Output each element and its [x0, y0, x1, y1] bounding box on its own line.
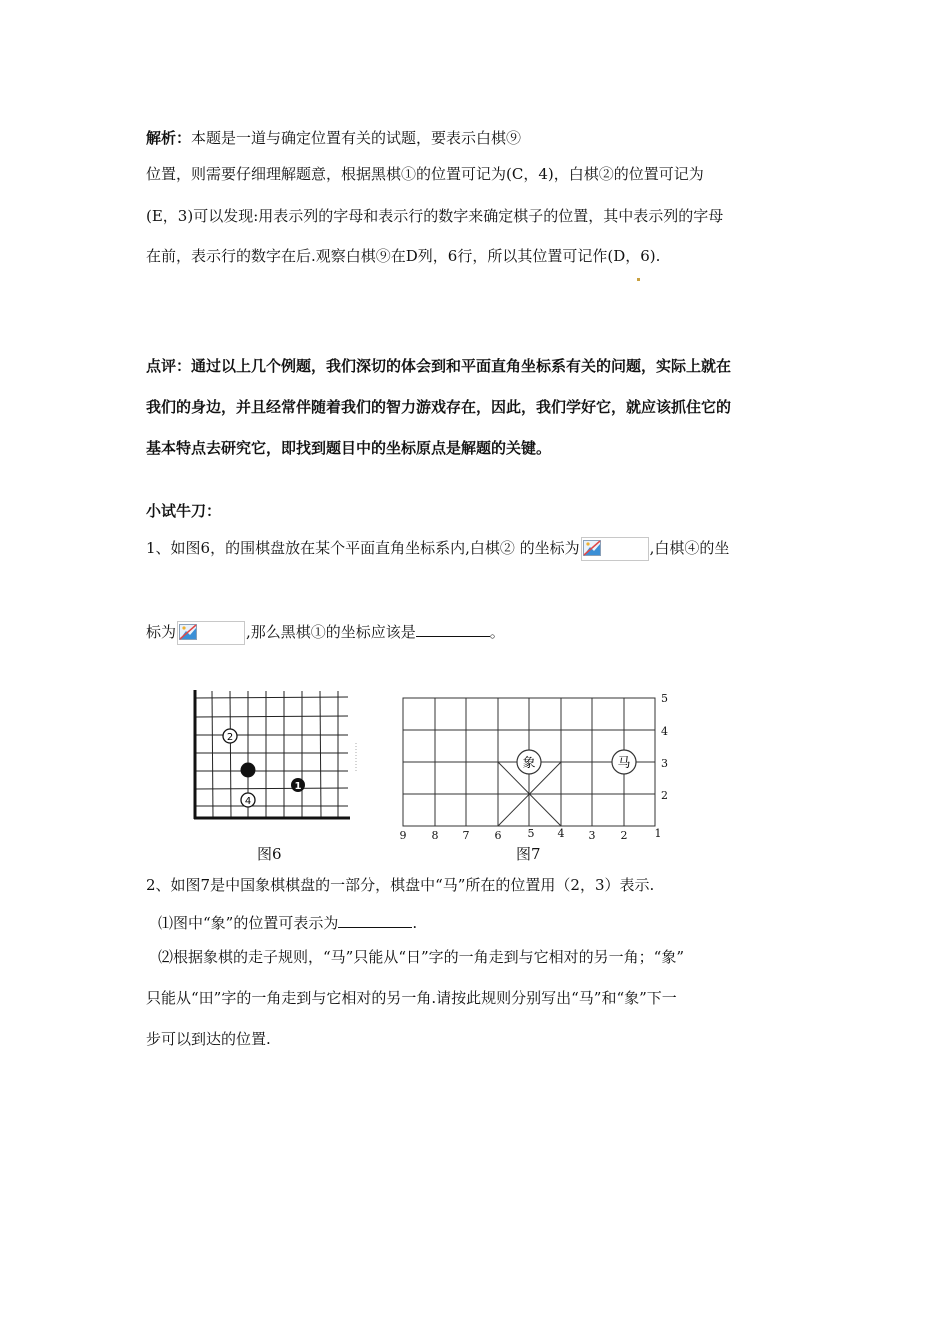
- question-2-sub-1: ⑴图中“象”的位置可表示为 .: [158, 914, 418, 932]
- analysis-label: 解析：: [146, 129, 192, 147]
- horse-piece: [612, 750, 636, 774]
- figure-7-caption: 图7: [516, 845, 541, 863]
- comment-line-3: 基本特点去研究它，即找到题目中的坐标原点是解题的关键。: [146, 439, 552, 457]
- question-2-line-1: 2、如图7是中国象棋棋盘的一部分，棋盘中“马”所在的位置用（2，3）表示.: [146, 876, 655, 894]
- svg-text:象: 象: [522, 756, 536, 771]
- answer-blank: [416, 622, 490, 637]
- broken-image-icon: [179, 624, 197, 640]
- x-label-9: 9: [399, 829, 407, 842]
- elephant-piece: [517, 750, 541, 774]
- figure-6-go-board: [190, 688, 360, 823]
- figure-6-caption: 图6: [257, 845, 282, 863]
- question-2-sub-2-line-3: 步可以到达的位置.: [146, 1030, 271, 1048]
- x-label-8: 8: [431, 829, 439, 842]
- svg-text:马: 马: [617, 756, 631, 771]
- broken-image-placeholder: [581, 537, 649, 561]
- comment-line-1: 点评：通过以上几个例题，我们深切的体会到和平面直角坐标系有关的问题，实际上就在: [146, 357, 732, 375]
- svg-text:4: 4: [244, 796, 252, 807]
- analysis-line-3: (E，3)可以发现:用表示列的字母和表示行的数字来确定棋子的位置，其中表示列的字母: [146, 207, 724, 225]
- analysis-line-2: 位置，则需要仔细理解题意，根据黑棋①的位置可记为(C，4)，白棋②的位置可记为: [146, 165, 704, 183]
- y-label-4: 4: [661, 725, 668, 738]
- analysis-line-4: 在前，表示行的数字在后.观察白棋⑨在D列，6行，所以其位置可记作(D，6).: [146, 247, 661, 265]
- svg-text:1: 1: [294, 781, 302, 792]
- y-label-5: 5: [661, 692, 668, 705]
- y-label-2: 2: [661, 789, 668, 802]
- black-stone-large: [241, 763, 256, 778]
- y-label-3: 3: [661, 757, 668, 770]
- question-1-line-2: 标为 ,那么黑棋①的坐标应该是 。: [146, 621, 810, 645]
- figure-7-xiangqi-board: [395, 690, 680, 845]
- answer-blank: [338, 913, 412, 928]
- question-1-line-1: 1、如图6，的围棋盘放在某个平面直角坐标系内,白棋② 的坐标为 ,白棋④的坐: [146, 537, 810, 561]
- white-stone-4: [241, 793, 255, 807]
- stray-dot: [637, 278, 640, 281]
- x-label-4: 4: [557, 827, 565, 840]
- question-2-sub-2-line-2: 只能从“田”字的一角走到与它相对的另一角.请按此规则分别写出“马”和“象”下一: [146, 989, 677, 1007]
- broken-image-placeholder: [177, 621, 245, 645]
- x-label-1: 1: [654, 827, 662, 840]
- question-2-sub-2-line-1: ⑵根据象棋的走子规则，“马”只能从“日”字的一角走到与它相对的另一角；“象”: [158, 948, 685, 966]
- x-label-7: 7: [462, 829, 470, 842]
- practice-heading: 小试牛刀：: [146, 502, 222, 520]
- comment-line-2: 我们的身边，并且经常伴随着我们的智力游戏存在，因此，我们学好它，就应该抓住它的: [146, 398, 732, 416]
- x-label-3: 3: [588, 829, 596, 842]
- white-stone-2: [223, 729, 237, 743]
- x-label-2: 2: [620, 829, 628, 842]
- x-label-6: 6: [494, 829, 502, 842]
- black-stone-1: [291, 778, 305, 792]
- x-label-5: 5: [527, 827, 535, 840]
- analysis-line-1: 解析：本题是一道与确定位置有关的试题，要表示白棋⑨: [146, 129, 522, 147]
- broken-image-icon: [583, 540, 601, 556]
- svg-text:2: 2: [226, 732, 234, 743]
